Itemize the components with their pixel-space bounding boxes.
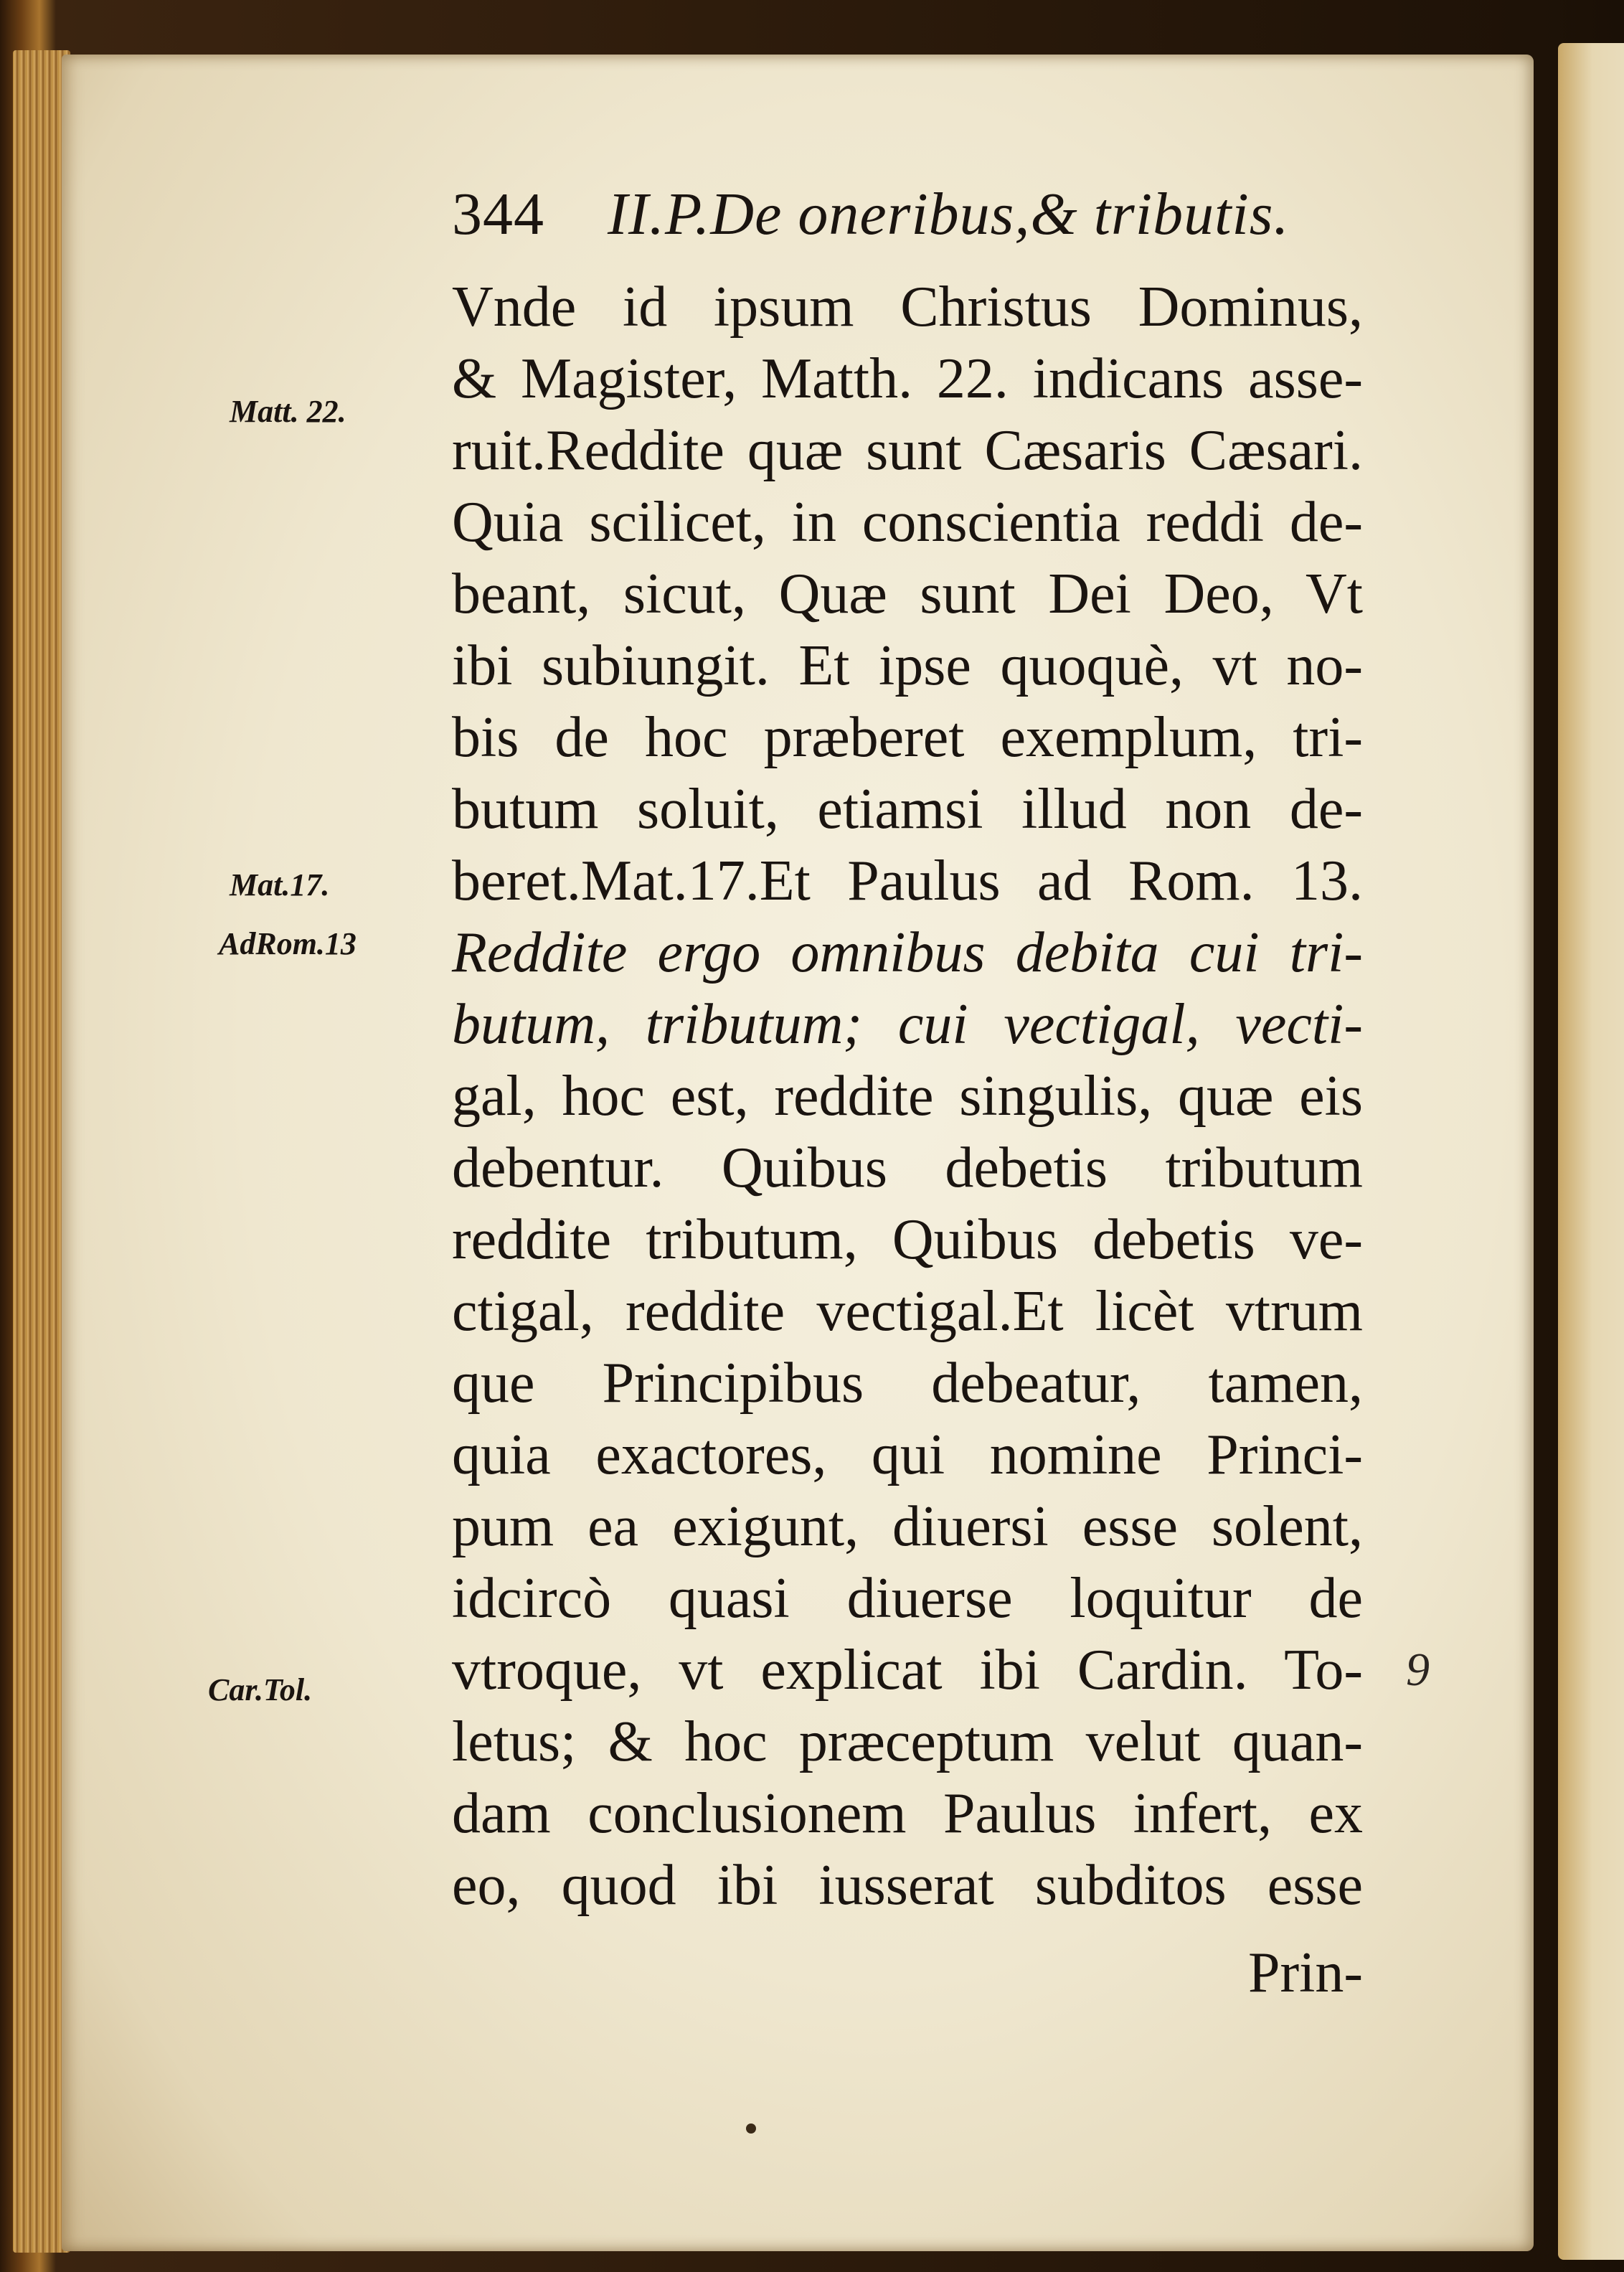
text-line: beant, sicut, Quæ sunt Dei Deo, Vt <box>452 562 1363 626</box>
text-line: butum soluit, etiamsi illud non de- <box>452 778 1363 841</box>
running-header <box>452 179 1289 249</box>
margin-note: Matt. 22. <box>230 394 346 429</box>
text-line: Reddite ergo omnibus debita cui tri- <box>452 921 1363 984</box>
page-number: 344 <box>452 181 544 248</box>
text-line: que Principibus debeatur, tamen, <box>452 1352 1363 1415</box>
margin-note: Mat.17. <box>230 867 330 902</box>
text-line: debentur. Quibus debetis tributum <box>452 1136 1363 1199</box>
text-line: ruit.Reddite quæ sunt Cæsaris Cæsari. <box>452 419 1363 482</box>
text-line: ibi subiungit. Et ipse quoquè, vt no- <box>452 634 1363 697</box>
text-line: vtroque, vt explicat ibi Cardin. To- <box>452 1639 1363 1702</box>
folio-mark: 9 <box>1406 1644 1430 1696</box>
text-line: butum, tributum; cui vectigal, vecti- <box>452 993 1363 1056</box>
text-line: gal, hoc est, reddite singulis, quæ eis <box>452 1065 1363 1128</box>
ink-spot <box>746 2123 756 2134</box>
running-title: II.P.De oneribus,& tributis. <box>608 181 1290 248</box>
text-line: & Magister, Matth. 22. indicans asse- <box>452 347 1363 410</box>
text-line: beret.Mat.17.Et Paulus ad Rom. 13. <box>452 849 1363 913</box>
text-line: ctigal, reddite vectigal.Et licèt vtrum <box>452 1280 1363 1343</box>
text-line: idcircò quasi diuerse loquitur de <box>452 1567 1363 1630</box>
text-line: Vnde id ipsum Christus Dominus, <box>452 275 1363 339</box>
facing-page-edge <box>1558 43 1624 2260</box>
text-line: quia exactores, qui nomine Princi- <box>452 1423 1363 1486</box>
text-line: Quia scilicet, in conscientia reddi de- <box>452 491 1363 554</box>
margin-note: Car.Tol. <box>208 1672 313 1707</box>
text-line: pum ea exigunt, diuersi esse solent, <box>452 1495 1363 1558</box>
text-line: letus; & hoc præceptum velut quan- <box>452 1710 1363 1773</box>
margin-note: AdRom.13 <box>219 926 357 961</box>
catchword: Prin- <box>1248 1941 1363 2004</box>
text-line: dam conclusionem Paulus infert, ex <box>452 1782 1363 1845</box>
text-line: bis de hoc præberet exemplum, tri- <box>452 706 1363 769</box>
text-line: reddite tributum, Quibus debetis ve- <box>452 1208 1363 1271</box>
text-line: eo, quod ibi iusserat subditos esse <box>452 1854 1363 1917</box>
